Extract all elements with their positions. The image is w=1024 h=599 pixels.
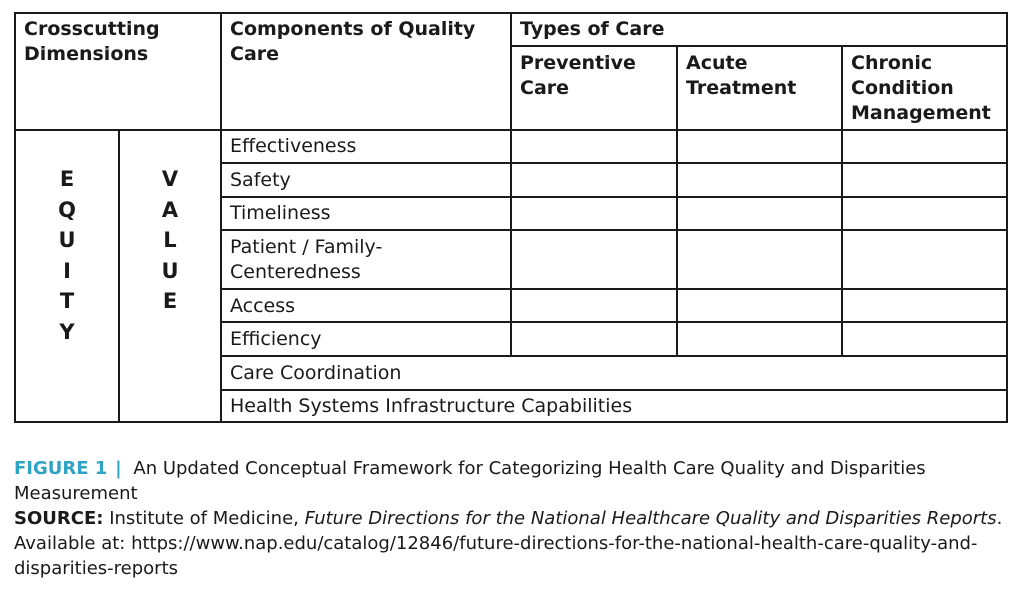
equity-letter: U (58, 228, 76, 252)
equity-letter: I (63, 258, 71, 283)
value-letter: E (162, 289, 178, 313)
component-timeliness: Timeliness (230, 202, 331, 224)
value-letter: U (161, 258, 179, 283)
table-rule (510, 45, 1008, 47)
table-rule (118, 129, 120, 423)
source-line (14, 506, 1009, 581)
header-crosscutting-dimensions: Crosscutting Dimensions (24, 18, 160, 65)
header-types-of-care: Types of Care (520, 18, 665, 40)
figure-title: An Updated Conceptual Framework for Categorizing Health Care Quality and Disparities Measurement (14, 458, 926, 504)
table-rule (221, 321, 1008, 323)
figure-label: FIGURE 1 (14, 458, 108, 479)
component-care-coordination: Care Coordination (230, 362, 402, 384)
equity-letter: Y (59, 319, 75, 344)
component-patient-family-centeredness: Patient / Family- Centeredness (230, 236, 383, 283)
table-rule (220, 12, 222, 423)
component-health-systems-infrastructure: Health Systems Infrastructure Capabilities (230, 395, 633, 417)
table-rule (221, 288, 1008, 290)
figure-caption (14, 456, 1009, 581)
figure-title-line (14, 456, 1009, 506)
table-rule (221, 196, 1008, 198)
header-chronic-condition-management: Chronic Condition Management (851, 52, 991, 124)
equity-letter: E (59, 167, 75, 191)
value-letter: V (161, 167, 179, 191)
equity-letter: T (59, 289, 75, 313)
figure-separator: | (115, 458, 122, 479)
component-effectiveness: Effectiveness (230, 135, 357, 157)
table-rule (841, 45, 843, 357)
value-letter: L (163, 228, 177, 252)
table-rule (221, 229, 1008, 231)
header-preventive-care: Preventive Care (520, 52, 636, 99)
table-rule (510, 12, 512, 357)
source-text: Institute of Medicine, (109, 508, 305, 529)
source-url-text: . Available at: https://www.nap.edu/catalog/12846/future-directions-for-the-national-health-care-quality-and-disparities-reports (14, 508, 1003, 579)
table-rule (221, 355, 1008, 357)
component-efficiency: Efficiency (230, 328, 322, 350)
equity-dimension-label (52, 164, 82, 347)
value-dimension-label (155, 164, 185, 317)
value-letter: A (161, 197, 179, 222)
equity-letter: Q (58, 197, 76, 222)
component-access: Access (230, 295, 296, 317)
table-rule (676, 45, 678, 357)
table-rule (221, 389, 1008, 391)
header-components-of-quality-care: Components of Quality Care (230, 18, 476, 65)
table-rule (221, 162, 1008, 164)
header-acute-treatment: Acute Treatment (686, 52, 797, 99)
source-label: SOURCE: (14, 508, 104, 529)
component-safety: Safety (230, 169, 291, 191)
source-title: Future Directions for the National Healthcare Quality and Disparities Reports (304, 508, 997, 529)
